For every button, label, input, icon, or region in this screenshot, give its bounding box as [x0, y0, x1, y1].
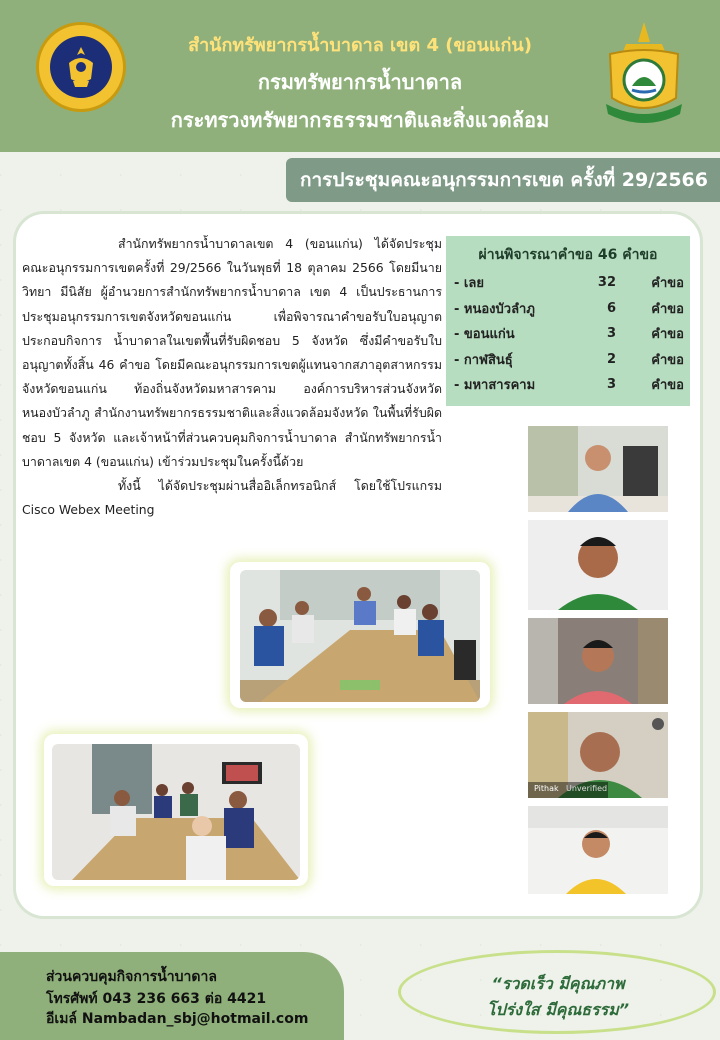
meeting-title-banner: การประชุมคณะอนุกรรมการเขต ครั้งที่ 29/2566	[286, 158, 720, 202]
province-name: - กาฬสินธุ์	[454, 352, 513, 368]
video-tile-participant-2	[528, 618, 668, 704]
province-name: - ขอนแก่น	[454, 327, 515, 343]
stat-row-kalasin	[446, 347, 690, 373]
footer-phone: โทรศัพท์ 043 236 663 ต่อ 4421	[46, 991, 267, 1007]
ministry-emblem-logo	[596, 20, 692, 126]
stat-row-mahasarakham	[446, 372, 690, 398]
request-unit: คำขอ	[651, 276, 684, 292]
video-tile-chairman	[528, 426, 668, 512]
request-count: 32	[597, 275, 616, 291]
news-paragraph-1: สำนักทรัพยากรน้ำบาดาลเขต 4 (ขอนแก่น) ได้จัดประชุมคณะอนุกรรมการเขตครั้งที่ 29/2566 ในวันพุธที่ 18 ตุลาคม 2566 โดยมีนายวิทยา มีนิสัย ผู้อำนวยการสำนักทรัพยากรน้ำบาดาล เขต 4 เป็นประธานการประชุมอนุกรรมการเขตจังหวัดขอนแก่น เพื่อพิจารณาคำขอรับใบอนุญาตประกอบกิจการ น้ำบาดาลในเขตพื้นที่รับผิดชอบ 5 จังหวัด ซึ่งมีคำขอรับใบอนุญาตทั้งสิ้น 46 คำขอ โดยมีคณะอนุกรรมการเขตผู้แทนจากสภาอุตสาหกรรมจังหวัดขอนแก่น ท้องถิ่นจังหวัดมหาสารคาม องค์การบริหารส่วนจังหวัดหนองบัวลำภู สำนักงานทรัพยากรธรรมชาติและสิ่งแวดล้อมจังหวัด ในพื้นที่รับผิดชอบ 5 จังหวัด และเจ้าหน้าที่ส่วนควบคุมกิจการน้ำบาดาล สำนักทรัพยากรน้ำบาดาลเขต 4 (ขอนแก่น) เข้าร่วมประชุมในครั้งนี้ด้วย	[22, 236, 442, 469]
ministry-name-title: กระทรวงทรัพยากรธรรมชาติและสิ่งแวดล้อม	[170, 108, 550, 132]
meeting-room-photo-2	[52, 744, 300, 880]
video-tile-participant-1	[528, 520, 668, 610]
news-body	[22, 232, 442, 522]
footer-division-name: ส่วนควบคุมกิจการน้ำบาดาล	[46, 969, 217, 985]
participant-name-label: Pithak	[534, 784, 559, 793]
stat-row-khonkaen	[446, 321, 690, 347]
request-count: 6	[606, 300, 616, 316]
department-name-title: กรมทรัพยากรน้ำบาดาล	[257, 70, 463, 94]
groundwater-department-logo	[36, 22, 126, 112]
stat-row-loei	[446, 270, 690, 296]
garuda-emblem-icon	[61, 45, 101, 89]
slogan-line-2: โปร่งใส มีคุณธรรม”	[486, 1000, 630, 1019]
stat-row-nongbualamphu	[446, 296, 690, 322]
request-unit: คำขอ	[651, 352, 684, 368]
request-count: 2	[606, 351, 616, 367]
province-name: - มหาสารคาม	[454, 378, 536, 394]
footer-email: อีเมล์ Nambadan_sbj@hotmail.com	[46, 1011, 309, 1027]
approved-requests-title: ผ่านพิจารณาคำขอ 46 คำขอ	[478, 247, 658, 263]
slogan-line-1: “รวดเร็ว มีคุณภาพ	[491, 974, 625, 993]
participant-status-label: Unverified	[566, 784, 608, 793]
request-unit: คำขอ	[651, 301, 684, 317]
video-tile-participant-4	[528, 806, 668, 894]
office-name-title: สำนักทรัพยากรน้ำบาดาล เขต 4 (ขอนแก่น)	[188, 35, 532, 56]
request-count: 3	[606, 326, 616, 342]
request-unit: คำขอ	[651, 327, 684, 343]
province-name: - หนองบัวลำภู	[454, 301, 535, 317]
approved-requests-box	[446, 236, 690, 406]
video-tile-participant-3	[528, 712, 668, 798]
province-name: - เลย	[454, 276, 484, 292]
request-unit: คำขอ	[651, 378, 684, 394]
meeting-room-photo-1	[240, 570, 480, 702]
news-paragraph-2: ทั้งนี้ ได้จัดประชุมผ่านสื่ออิเล็กทรอนิกส์ โดยใช้โปรแกรม Cisco Webex Meeting	[22, 478, 442, 518]
request-count: 3	[606, 377, 616, 393]
